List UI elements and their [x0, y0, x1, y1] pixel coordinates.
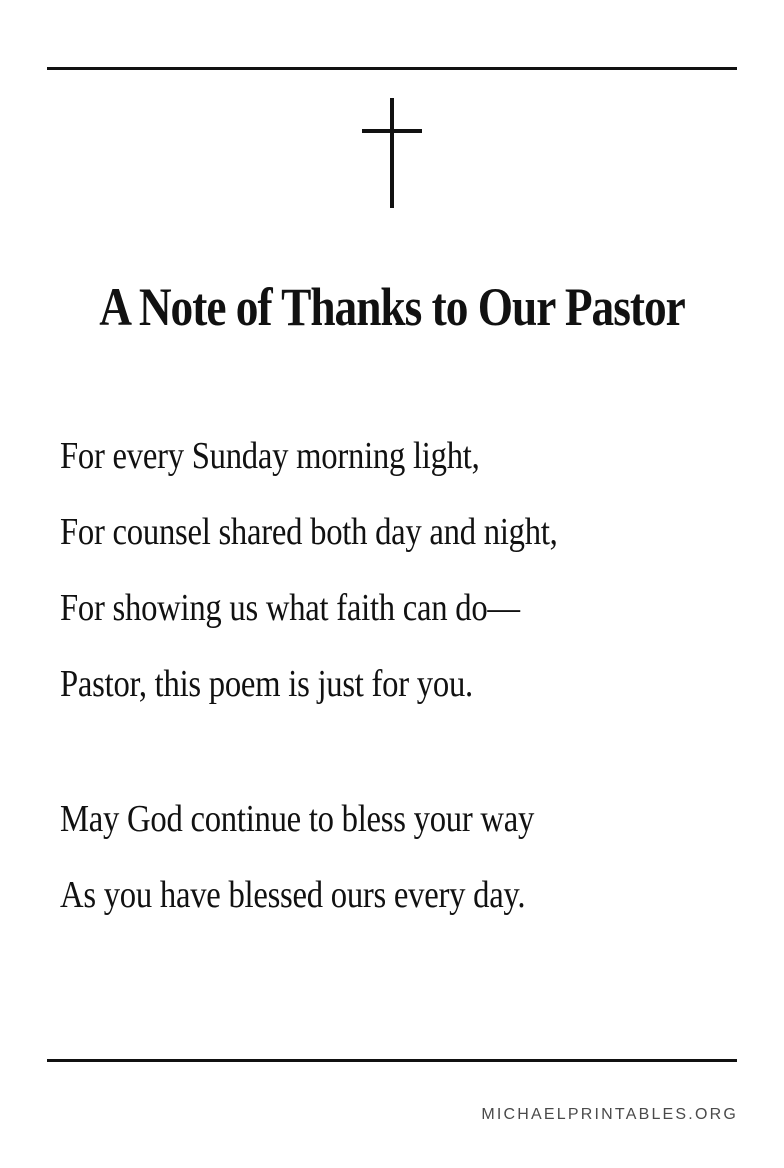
- poem-stanza-1: [60, 418, 760, 722]
- top-divider: [47, 67, 737, 70]
- poem-line: For showing us what faith can do—: [60, 587, 520, 629]
- cross-icon: [362, 98, 422, 208]
- poem-line: For every Sunday morning light,: [60, 435, 480, 477]
- page-title: A Note of Thanks to Our Pastor: [99, 277, 685, 337]
- bottom-divider: [47, 1059, 737, 1062]
- poem-line: Pastor, this poem is just for you.: [60, 663, 473, 705]
- site-credit: MICHAELPRINTABLES.ORG: [481, 1106, 738, 1123]
- poem-line: For counsel shared both day and night,: [60, 511, 558, 553]
- poem-stanza-2: [60, 781, 760, 933]
- poem-line: As you have blessed ours every day.: [60, 874, 526, 916]
- poem-line: May God continue to bless your way: [60, 798, 535, 840]
